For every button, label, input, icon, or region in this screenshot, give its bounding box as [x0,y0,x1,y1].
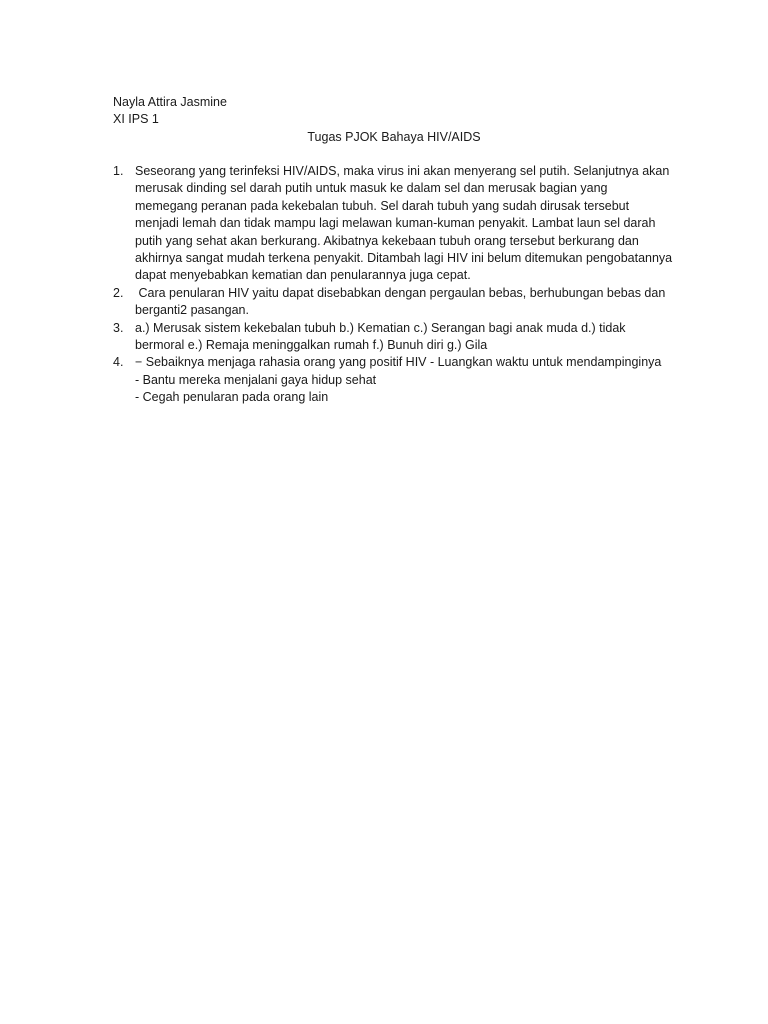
answer-item-3 [113,320,673,355]
answer-number: 3. [113,320,124,335]
answer-line: - Bantu mereka menjalani gaya hidup sehat [135,372,377,387]
answer-item-1 [113,163,673,285]
answer-line: - Cegah penularan pada orang lain [135,390,329,405]
answer-list [113,163,673,407]
answer-number: 2. [113,285,124,300]
answer-text [135,354,673,406]
student-name: Nayla Attira Jasmine [113,95,227,109]
answer-number: 4. [113,355,124,370]
answer-text: a.) Merusak sistem kekebalan tubuh b.) Kematian c.) Serangan bagi anak muda d.) tidak bermoral e.) Remaja meninggalkan rumah f.) Bunuh diri g.) Gila [135,320,626,353]
document-title: Tugas PJOK Bahaya HIV/AIDS [307,130,481,144]
answer-line: − Sebaiknya menjaga rahasia orang yang positif HIV - Luangkan waktu untuk mendampinginya [135,355,662,370]
answer-text: Seseorang yang terinfeksi HIV/AIDS, maka virus ini akan menyerang sel putih. Selanjutnya akan merusak dinding sel darah putih untuk masuk ke dalam sel dan merusak bagian yang memegang peranan pada kekebalan tubuh. Sel darah tubuh yang sudah dirusak tersebut menjadi lemah dan tidak mampu lagi melawan kuman-kuman penyakit. Lambat laun sel darah putih yang sehat akan berkurang. Akibatnya kekebaan tubuh orang tersebut berkurang dan akhirnya sangat mudah terkena penyakit. Ditambah lagi HIV ini belum ditemukan pengobatannya dapat menyebabkan kematian dan penularannya juga cepat. [135,164,673,283]
answer-number: 1. [113,164,124,178]
answer-item-4 [113,354,673,406]
answer-text: Cara penularan HIV yaitu dapat disebabkan dengan pergaulan bebas, berhubungan bebas dan berganti2 pasangan. [135,285,669,318]
student-class: XI IPS 1 [113,112,159,126]
answer-item-2 [113,285,673,320]
